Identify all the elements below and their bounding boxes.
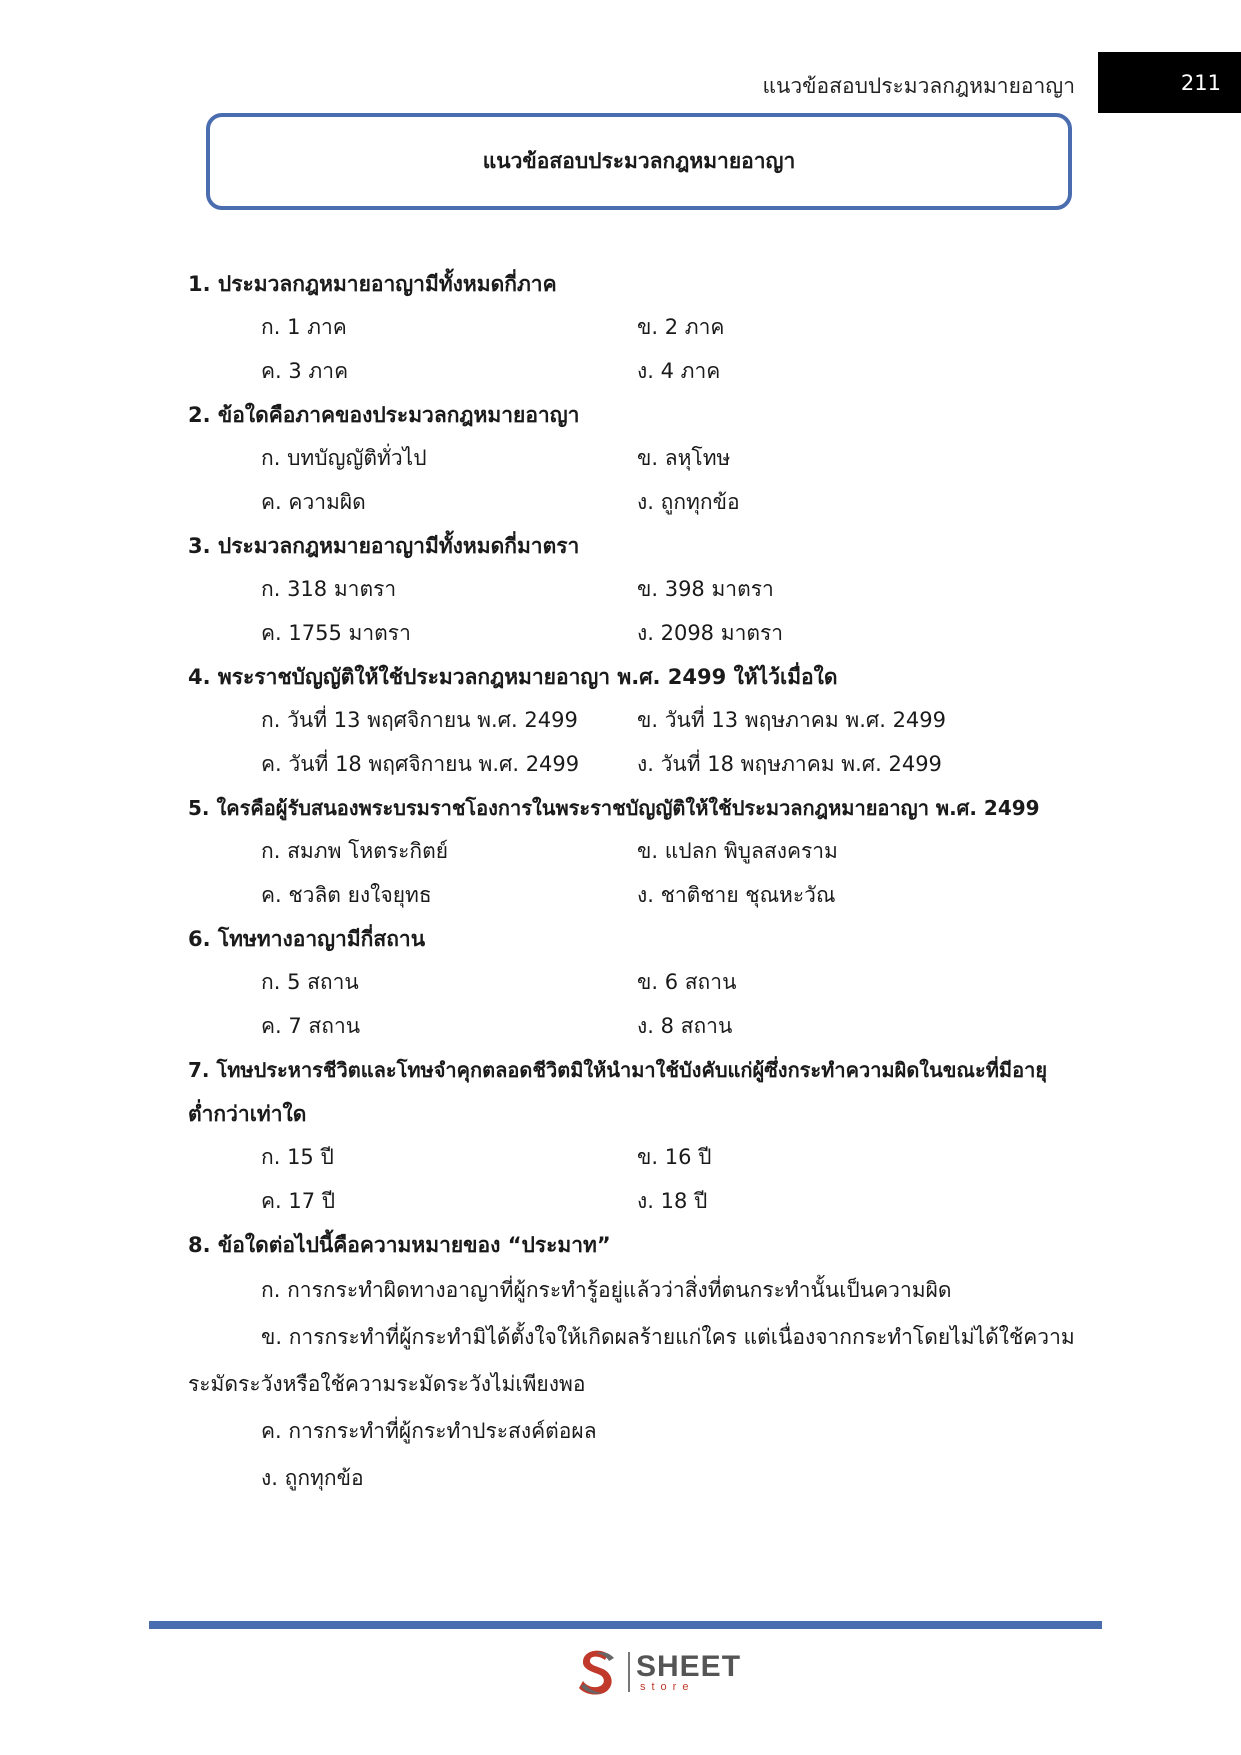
question-7-line-2: ต่ำกว่าเท่าใด	[188, 1102, 307, 1126]
running-head-title: แนวข้อสอบประมวลกฎหมายอาญา	[762, 74, 1075, 98]
options-row	[188, 612, 1108, 656]
question-7-line-1: 7. โทษประหารชีวิตและโทษจำคุกตลอดชีวิตมิให้นำมาใช้บังคับแก่ผู้ซึ่งกระทำความผิดในขณะที่มีอายุ	[188, 1058, 1048, 1082]
footer-rule	[149, 1621, 1102, 1629]
options-row	[188, 306, 1108, 350]
page-number: 211	[1180, 70, 1221, 95]
question-5: 5. ใครคือผู้รับสนองพระบรมราชโองการในพระราชบัญญัติให้ใช้ประมวลกฎหมายอาญา พ.ศ. 2499	[188, 796, 1040, 820]
option-c: ค. วันที่ 18 พฤศจิกายน พ.ศ. 2499	[261, 751, 580, 776]
option-d: ง. 2098 มาตรา	[637, 620, 784, 645]
option-b: ข. 6 สถาน	[637, 970, 737, 994]
sheet-store-logo	[574, 1646, 741, 1698]
option-b: ข. 2 ภาค	[637, 315, 725, 339]
title-box	[206, 113, 1072, 210]
option-d: ง. วันที่ 18 พฤษภาคม พ.ศ. 2499	[637, 751, 942, 776]
options-row	[188, 437, 1108, 481]
options-row	[188, 568, 1108, 612]
options-row	[188, 830, 1108, 874]
option-a: ก. 15 ปี	[261, 1145, 334, 1169]
option-c: ค. 7 สถาน	[261, 1013, 361, 1038]
sheet-store-s-icon	[574, 1646, 620, 1698]
option-b-line-1: ข. การกระทำที่ผู้กระทำมิได้ตั้งใจให้เกิดผลร้ายแก่ใคร แต่เนื่องจากกระทำโดยไม่ได้ใช้ความ	[261, 1325, 1075, 1349]
options-row	[188, 481, 1108, 525]
option-c: ค. ความผิด	[261, 489, 366, 514]
logo-separator	[628, 1652, 630, 1692]
option-b: ข. 16 ปี	[637, 1145, 712, 1169]
page-number-tab	[1098, 52, 1241, 113]
question-1: 1. ประมวลกฎหมายอาญามีทั้งหมดกี่ภาค	[188, 272, 557, 296]
logo-text-block	[636, 1649, 742, 1693]
option-d: ง. ถูกทุกข้อ	[261, 1466, 364, 1490]
option-a: ก. 1 ภาค	[261, 315, 347, 339]
option-d: ง. 8 สถาน	[637, 1013, 733, 1038]
option-b: ข. วันที่ 13 พฤษภาคม พ.ศ. 2499	[637, 708, 947, 732]
option-c: ค. การกระทำที่ผู้กระทำประสงค์ต่อผล	[261, 1419, 597, 1443]
title-box-text: แนวข้อสอบประมวลกฎหมายอาญา	[482, 149, 796, 173]
options-row	[188, 1180, 1108, 1224]
question-2: 2. ข้อใดคือภาคของประมวลกฎหมายอาญา	[188, 403, 580, 427]
question-3: 3. ประมวลกฎหมายอาญามีทั้งหมดกี่มาตรา	[188, 534, 580, 558]
option-a: ก. 5 สถาน	[261, 970, 359, 994]
option-b: ข. แปลก พิบูลสงคราม	[637, 839, 838, 863]
question-6: 6. โทษทางอาญามีกี่สถาน	[188, 927, 426, 951]
option-b-line-2: ระมัดระวังหรือใช้ความระมัดระวังไม่เพียงพอ	[188, 1372, 586, 1396]
options-row	[188, 743, 1108, 787]
options-row	[188, 350, 1108, 394]
options-row	[188, 874, 1108, 918]
logo-subtext: store	[640, 1680, 695, 1693]
options-row	[188, 1005, 1108, 1049]
option-a: ก. บทบัญญัติทั่วไป	[261, 446, 427, 470]
option-a: ก. การกระทำผิดทางอาญาที่ผู้กระทำรู้อยู่แล้วว่าสิ่งที่ตนกระทำนั้นเป็นความผิด	[261, 1278, 952, 1302]
question-4: 4. พระราชบัญญัติให้ใช้ประมวลกฎหมายอาญา พ.ศ. 2499 ให้ไว้เมื่อใด	[188, 665, 838, 689]
logo-word: SHEET	[636, 1649, 742, 1683]
option-a: ก. สมภพ โหตระกิตย์	[261, 839, 449, 863]
option-c: ค. 1755 มาตรา	[261, 620, 411, 645]
option-d: ง. 18 ปี	[637, 1188, 708, 1213]
options-row	[188, 699, 1108, 743]
option-d: ง. 4 ภาค	[637, 358, 721, 383]
option-c: ค. 17 ปี	[261, 1188, 336, 1213]
option-a: ก. 318 มาตรา	[261, 577, 397, 601]
option-c: ค. ชวลิต ยงใจยุทธ	[261, 882, 432, 907]
option-d: ง. ชาติชาย ชุณหะวัณ	[637, 882, 836, 907]
option-c: ค. 3 ภาค	[261, 358, 349, 383]
option-a: ก. วันที่ 13 พฤศจิกายน พ.ศ. 2499	[261, 708, 578, 732]
option-b: ข. ลหุโทษ	[637, 446, 731, 470]
options-row	[188, 1136, 1108, 1180]
option-b: ข. 398 มาตรา	[637, 577, 774, 601]
options-row	[188, 961, 1108, 1005]
question-list	[188, 262, 1108, 1502]
question-8: 8. ข้อใดต่อไปนี้คือความหมายของ “ประมาท”	[188, 1233, 611, 1257]
option-d: ง. ถูกทุกข้อ	[637, 489, 740, 514]
